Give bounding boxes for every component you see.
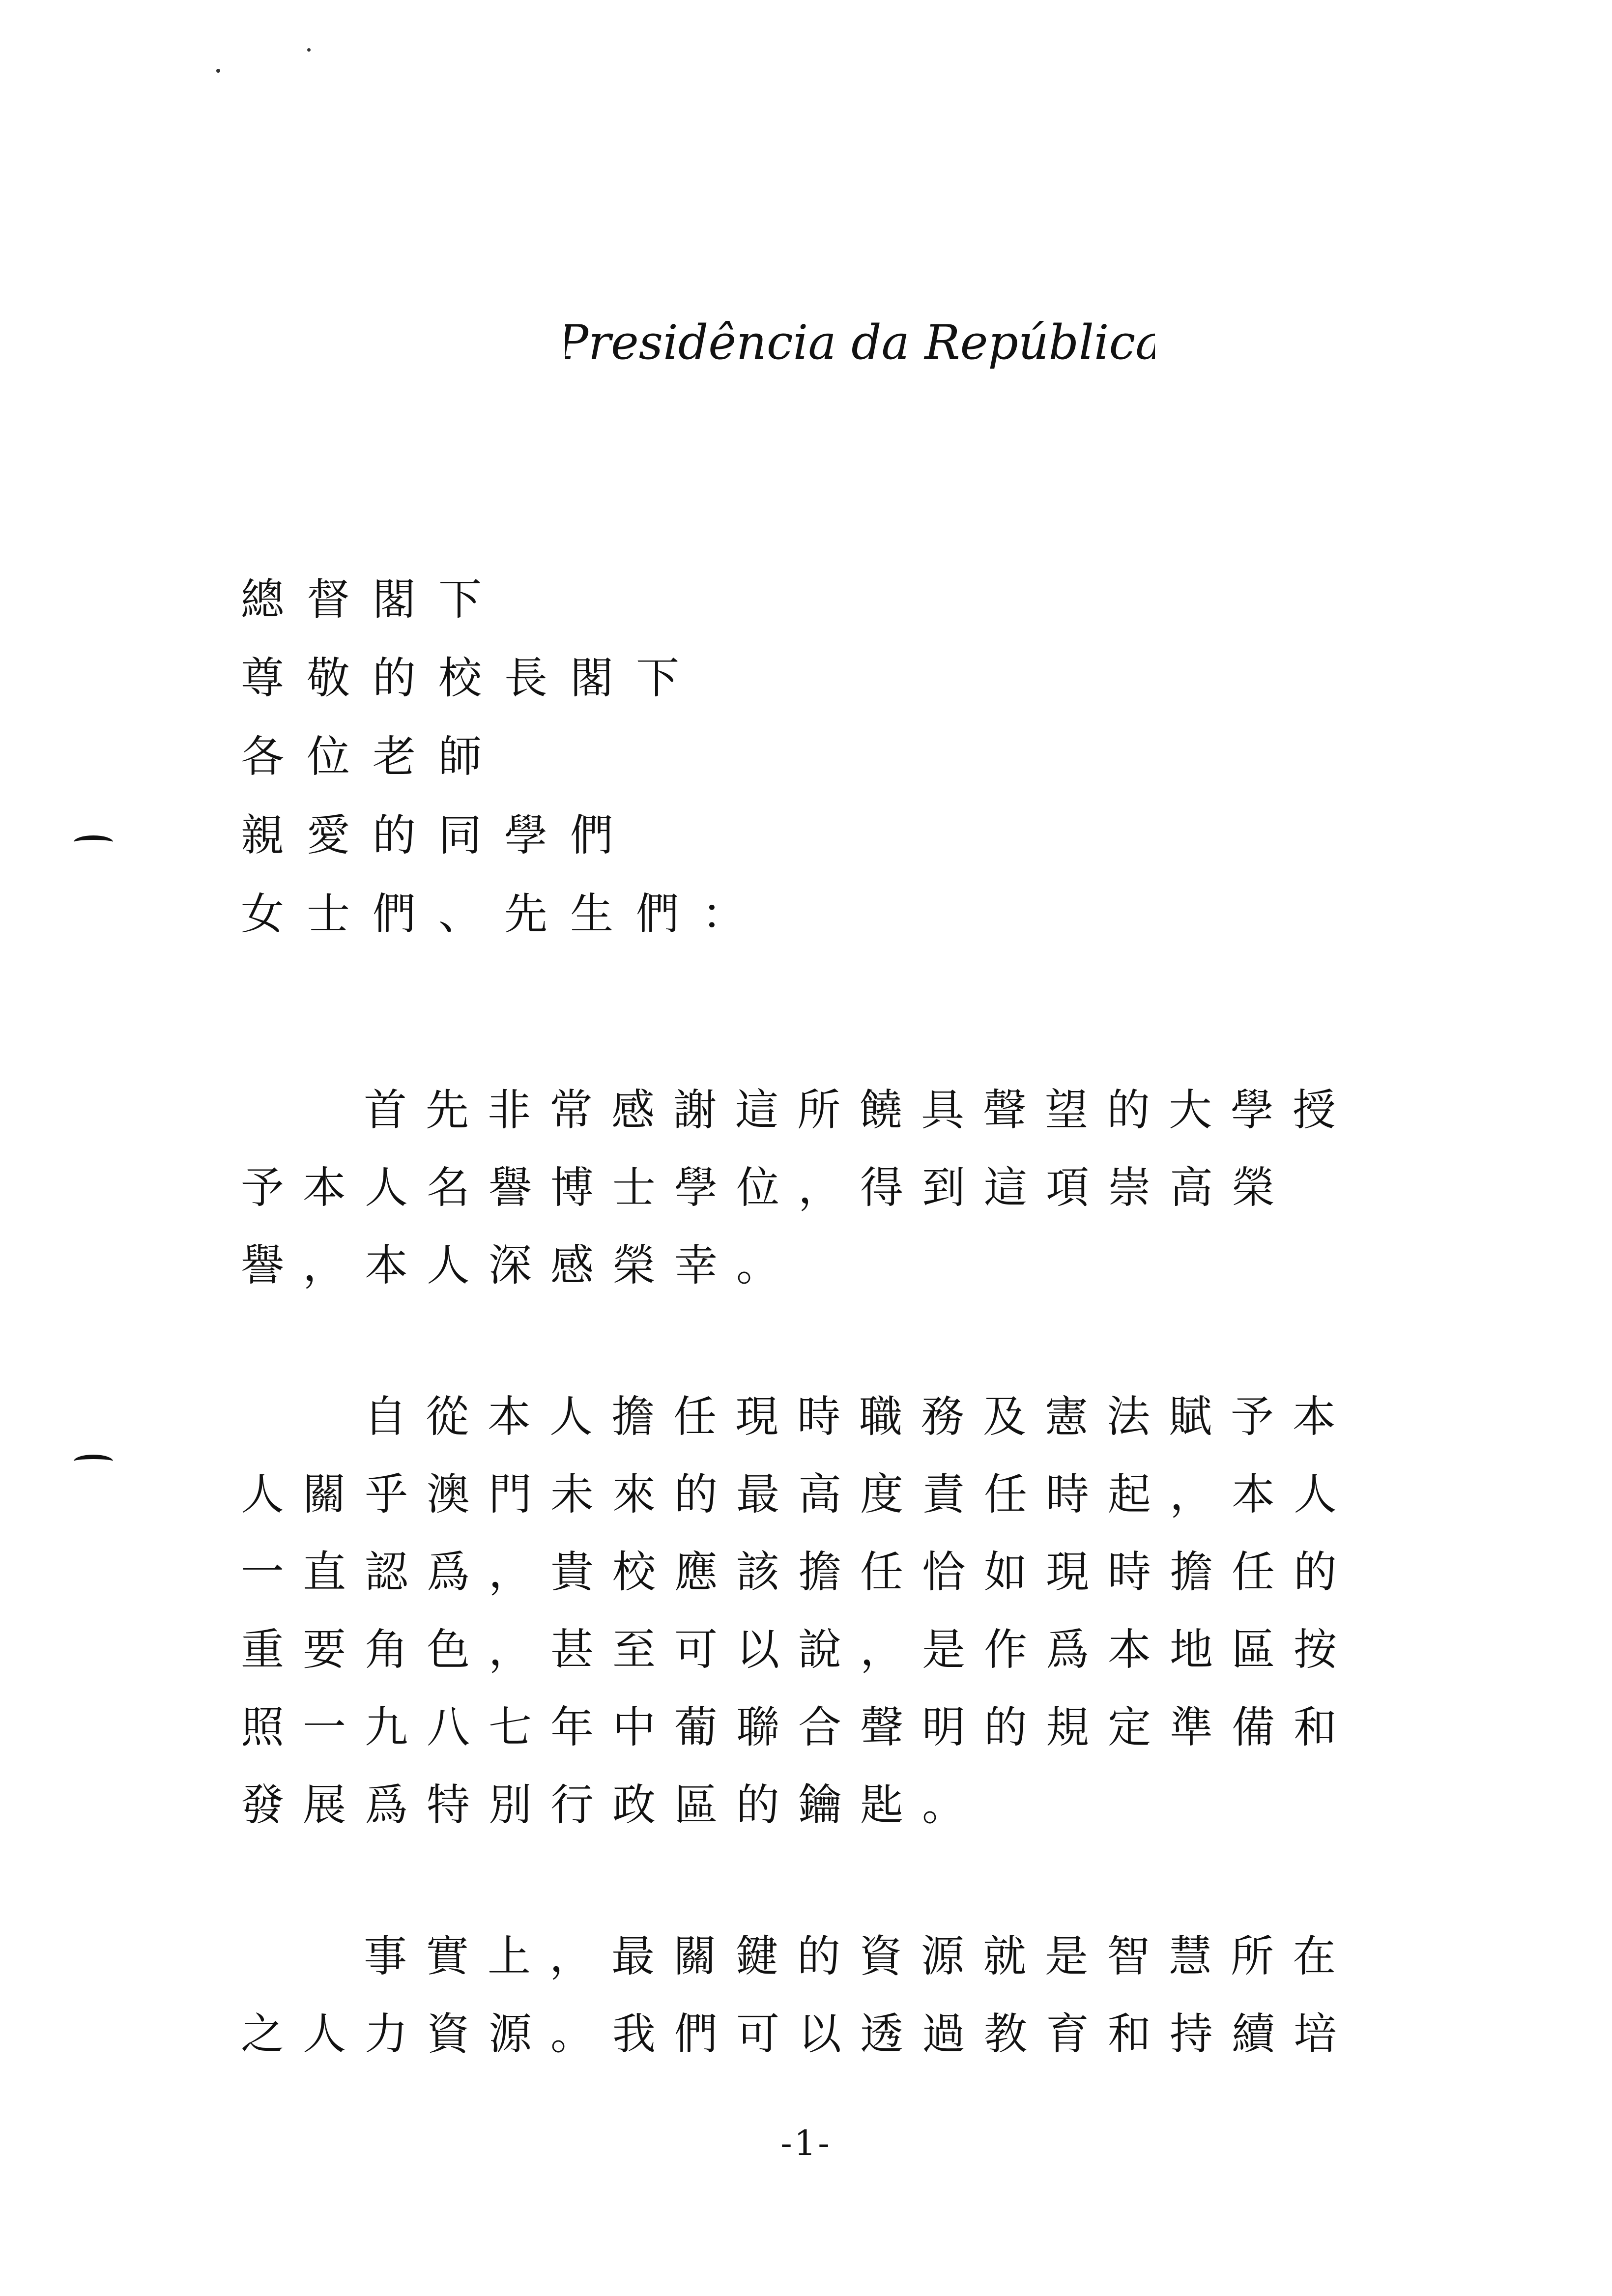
salutation-line: 尊敬的校長閣下: [241, 653, 702, 703]
salutation-line: 親愛的同學們: [241, 810, 636, 861]
salutation-line: 各位老師: [241, 731, 505, 782]
letterhead: [565, 295, 1155, 393]
text-line: 事實上，最關鍵的資源就是智慧所在: [364, 1931, 1355, 1981]
text-line: 之人力資源。我們可以透過教育和持續培: [241, 2009, 1356, 2059]
salutation-line: 總督閣下: [241, 574, 505, 625]
text-line: 自從本人擔任現時職務及憲法賦予本: [364, 1391, 1355, 1442]
speech-body: [241, 1071, 1420, 2147]
scan-speck: [216, 69, 220, 73]
paragraph: [241, 1378, 1420, 1844]
text-line: 首先非常感謝這所饒具聲望的大學授: [364, 1085, 1355, 1135]
scan-speck: [307, 48, 311, 52]
text-line: 發展爲特別行政區的鑰匙。: [241, 1779, 984, 1830]
text-line: 照一九八七年中葡聯合聲明的規定準備和: [241, 1702, 1356, 1752]
page-number: -1-: [780, 2123, 832, 2163]
salutation-line: 女士們、先生們：: [241, 889, 768, 939]
text-line: 重要角色，甚至可以說，是作爲本地區按: [241, 1624, 1356, 1675]
punch-hole-mark: [74, 835, 113, 849]
letterhead-script: [565, 295, 1155, 393]
text-line: 人關乎澳門未來的最高度責任時起，本人: [241, 1469, 1356, 1520]
punch-hole-mark: [74, 1455, 113, 1468]
letterhead-text: Presidência da República: [565, 315, 1155, 370]
text-line: 一直認爲，貴校應該擔任恰如現時擔任的: [241, 1547, 1356, 1597]
text-line: 予本人名譽博士學位，得到這項崇高榮: [241, 1162, 1294, 1213]
paragraph: [241, 1918, 1420, 2073]
paragraph: [241, 1071, 1420, 1304]
text-line: 譽，本人深感榮幸。: [241, 1240, 799, 1291]
salutation-block: [241, 560, 1125, 953]
